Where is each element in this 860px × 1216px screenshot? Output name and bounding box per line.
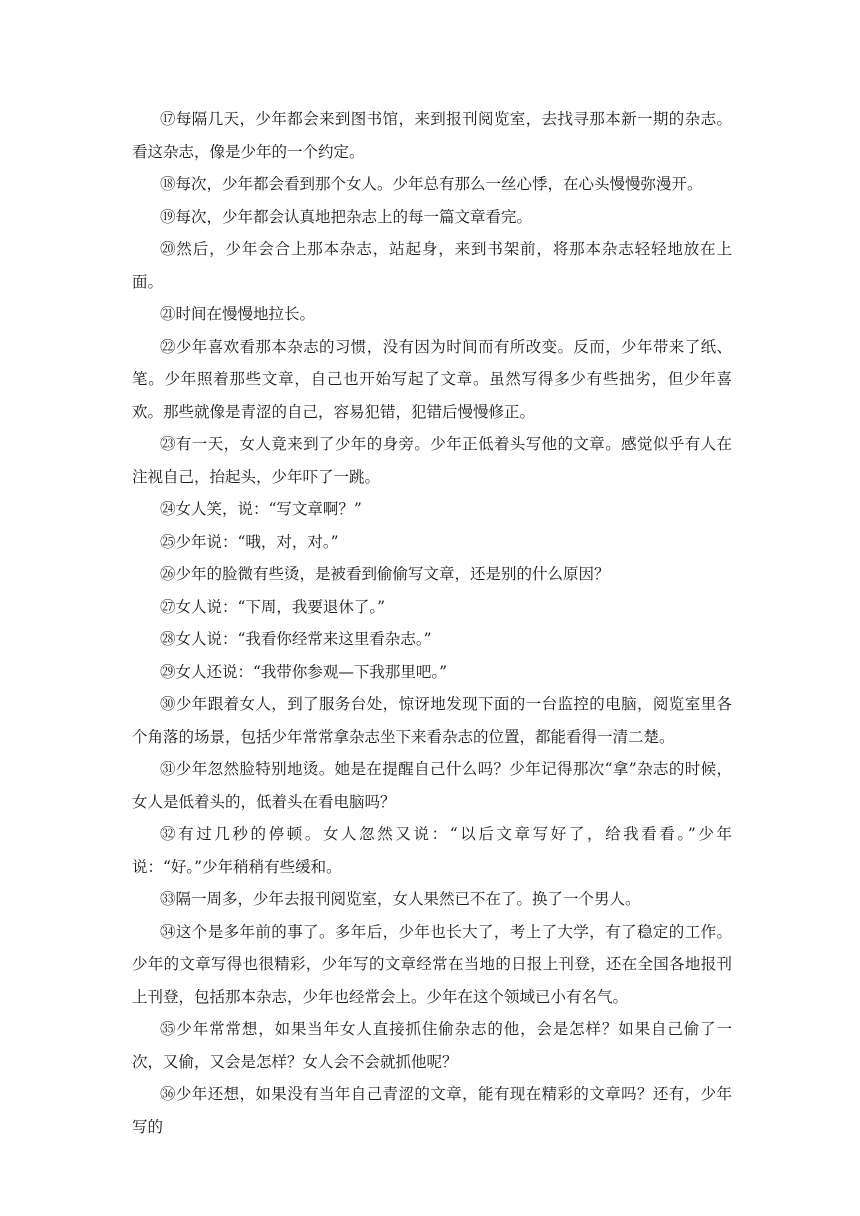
- paragraph-35: ㉟少年常常想，如果当年女人直接抓住偷杂志的他，会是怎样？如果自己偷了一次，又偷，又会是怎样？女人会不会就抓他呢？: [132, 1020, 732, 1071]
- paragraph-24: ㉔女人笑，说：“写文章啊？”: [160, 500, 362, 518]
- story-body: [132, 103, 732, 1143]
- paragraph-27: ㉗女人说：“下周，我要退休了。”: [160, 597, 386, 616]
- paragraph-28: ㉘女人说：“我看你经常来这里看杂志。”: [160, 630, 432, 648]
- paragraph-26: ㉖少年的脸微有些烫，是被看到偷偷写文章，还是别的什么原因？: [160, 565, 610, 583]
- paragraph-31: ㉛少年忽然脸特别地烫。她是在提醒自己什么吗？少年记得那次“拿”杂志的时候，女人是低着头的，低着头在看电脑吗？: [132, 760, 732, 811]
- paragraph-23: ㉓有一天，女人竟来到了少年的身旁。少年正低着头写他的文章。感觉似乎有人在注视自己，抬起头，少年吓了一跳。: [132, 435, 732, 486]
- paragraph-18: ⑱每次，少年都会看到那个女人。少年总有那么一丝心悸，在心头慢慢弥漫开。: [160, 175, 703, 193]
- paragraph-17: ⑰每隔几天，少年都会来到图书馆，来到报刊阅览室，去找寻那本新一期的杂志。看这杂志，像是少年的一个约定。: [132, 110, 732, 161]
- paragraph-20: ⑳然后，少年会合上那本杂志，站起身，来到书架前，将那本杂志轻轻地放在上面。: [132, 240, 732, 291]
- paragraph-19: ⑲每次，少年都会认真地把杂志上的每一篇文章看完。: [160, 207, 533, 226]
- paragraph-25: ㉕少年说：“哦，对，对。”: [160, 532, 339, 551]
- paragraph-22: ㉒少年喜欢看那本杂志的习惯，没有因为时间而有所改变。反而，少年带来了纸、笔。少年照着那些文章，自己也开始写起了文章。虽然写得多少有些拙劣，但少年喜欢。那些就像是青涩的自己，容易犯错，犯错后慢慢修正。: [132, 337, 732, 421]
- paragraph-30: ㉚少年跟着女人，到了服务台处，惊讶地发现下面的一台监控的电脑，阅览室里各个角落的场景，包括少年常常拿杂志坐下来看杂志的位置，都能看得一清二楚。: [132, 695, 732, 746]
- paragraph-34: ㉞这个是多年前的事了。多年后，少年也长大了，考上了大学，有了稳定的工作。少年的文章写得也很精彩，少年写的文章经常在当地的日报上刊登，还在全国各地报刊上刊登，包括那本杂志，少年也经常会上。少年在这个领域已小有名气。: [132, 922, 732, 1006]
- paragraph-32: ㉜有过几秒的停顿。女人忽然又说：“以后文章写好了，给我看看。”少年说：“好。”少年稍稍有些缓和。: [132, 825, 732, 876]
- paragraph-21: ㉑时间在慢慢地拉长。: [160, 305, 316, 323]
- paragraph-29: ㉙女人还说：“我带你参观—下我那里吧。”: [160, 662, 448, 681]
- paragraph-33: ㉝隔一周多，少年去报刊阅览室，女人果然已不在了。换了一个男人。: [160, 890, 641, 908]
- paragraph-36: ㊱少年还想，如果没有当年自己青涩的文章，能有现在精彩的文章吗？还有，少年写的: [132, 1085, 732, 1136]
